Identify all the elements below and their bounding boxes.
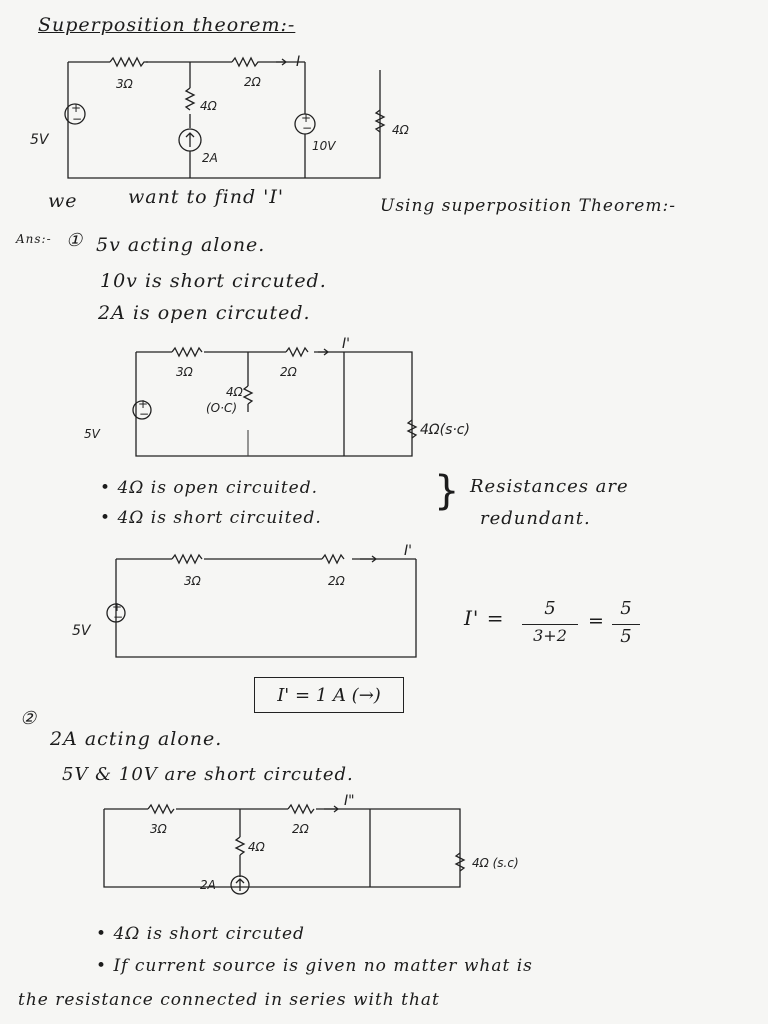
svg-text:−: − [113,610,124,624]
svg-text:4Ω: 4Ω [392,123,409,137]
svg-text:5V: 5V [84,427,100,441]
svg-text:2Ω: 2Ω [280,365,297,379]
note-line-2: redundant. [480,508,591,529]
step2-bullet-2: • If current source is given no matter what is [96,956,533,976]
svg-text:4Ω: 4Ω [200,99,217,113]
svg-text:I": I" [344,793,355,809]
step1-bullet-2: • 4Ω is short circuited. [100,508,322,528]
svg-text:2Ω: 2Ω [328,574,345,588]
eq-num: 5 [544,598,556,619]
eq-fraction-bar [522,624,578,625]
step1-line2: 10v is short circuted. [100,270,327,292]
step2-number: ② [20,708,38,729]
svg-text:2Ω: 2Ω [244,75,261,89]
arrow-up-icon [186,133,194,147]
step1-line3: 2A is open circuted. [98,302,311,324]
svg-text:2Ω: 2Ω [292,822,309,836]
svg-text:−: − [72,112,83,126]
intro-text: want to find 'I' [128,186,285,208]
svg-text:3Ω: 3Ω [150,822,167,836]
step2-line2: 5V & 10V are short circuted. [62,764,354,785]
svg-text:+: + [301,111,312,125]
result-box: I' = 1 A (→) [254,677,404,713]
step2-line3: the resistance connected in series with that [18,990,440,1010]
step2-bullet-1: • 4Ω is short circuted [96,924,305,944]
brace-icon: } [434,468,461,514]
eq-den: 3+2 [533,626,567,645]
intro-we: we [48,190,78,212]
svg-text:+: + [138,397,149,411]
current-arrow-icon [276,59,286,65]
ans-label: Ans:- [16,232,52,246]
eq-equals: = [588,610,605,632]
svg-text:−: − [139,407,150,421]
svg-text:2A: 2A [202,151,218,165]
svg-text:I': I' [404,543,412,559]
step1-bullet-1: • 4Ω is open circuited. [100,478,319,498]
page-title: Superposition theorem:- [38,14,296,36]
intro-text-2: Using superposition Theorem:- [380,196,676,216]
step1-line1: 5v acting alone. [96,234,266,256]
svg-text:−: − [302,121,313,135]
svg-text:3Ω: 3Ω [184,574,201,588]
svg-text:I: I [296,54,301,70]
resistor-2ohm [232,58,262,66]
svg-text:4Ω(s·c): 4Ω(s·c) [420,422,470,438]
svg-text:3Ω: 3Ω [176,365,193,379]
eq-num2: 5 [620,598,632,619]
circuit-diagram-2 [0,330,768,470]
svg-text:4Ω: 4Ω [248,840,265,854]
circuit-diagram-3 [0,545,768,665]
svg-text:10V: 10V [312,139,336,153]
svg-text:(O·C): (O·C) [206,401,238,415]
svg-text:I': I' [342,336,350,352]
svg-text:4Ω (s.c): 4Ω (s.c) [472,856,519,870]
equation-lhs: I' = [464,606,505,630]
eq-fraction-bar-2 [612,624,640,625]
step1-number: ① [66,230,84,251]
eq-den2: 5 [620,626,632,647]
svg-text:2A: 2A [200,878,216,892]
circuit-diagram-4 [0,795,768,895]
circuit-diagram-1 [0,0,768,190]
step2-line1: 2A acting alone. [50,728,223,750]
resistor-4ohm-mid [186,88,194,110]
svg-text:+: + [71,101,82,115]
svg-text:+: + [112,600,123,614]
svg-text:4Ω: 4Ω [226,385,243,399]
note-line-1: Resistances are [470,476,629,497]
svg-text:5V: 5V [30,132,49,148]
svg-text:3Ω: 3Ω [116,77,133,91]
svg-text:5V: 5V [72,623,91,639]
resistor-3ohm [110,58,148,66]
